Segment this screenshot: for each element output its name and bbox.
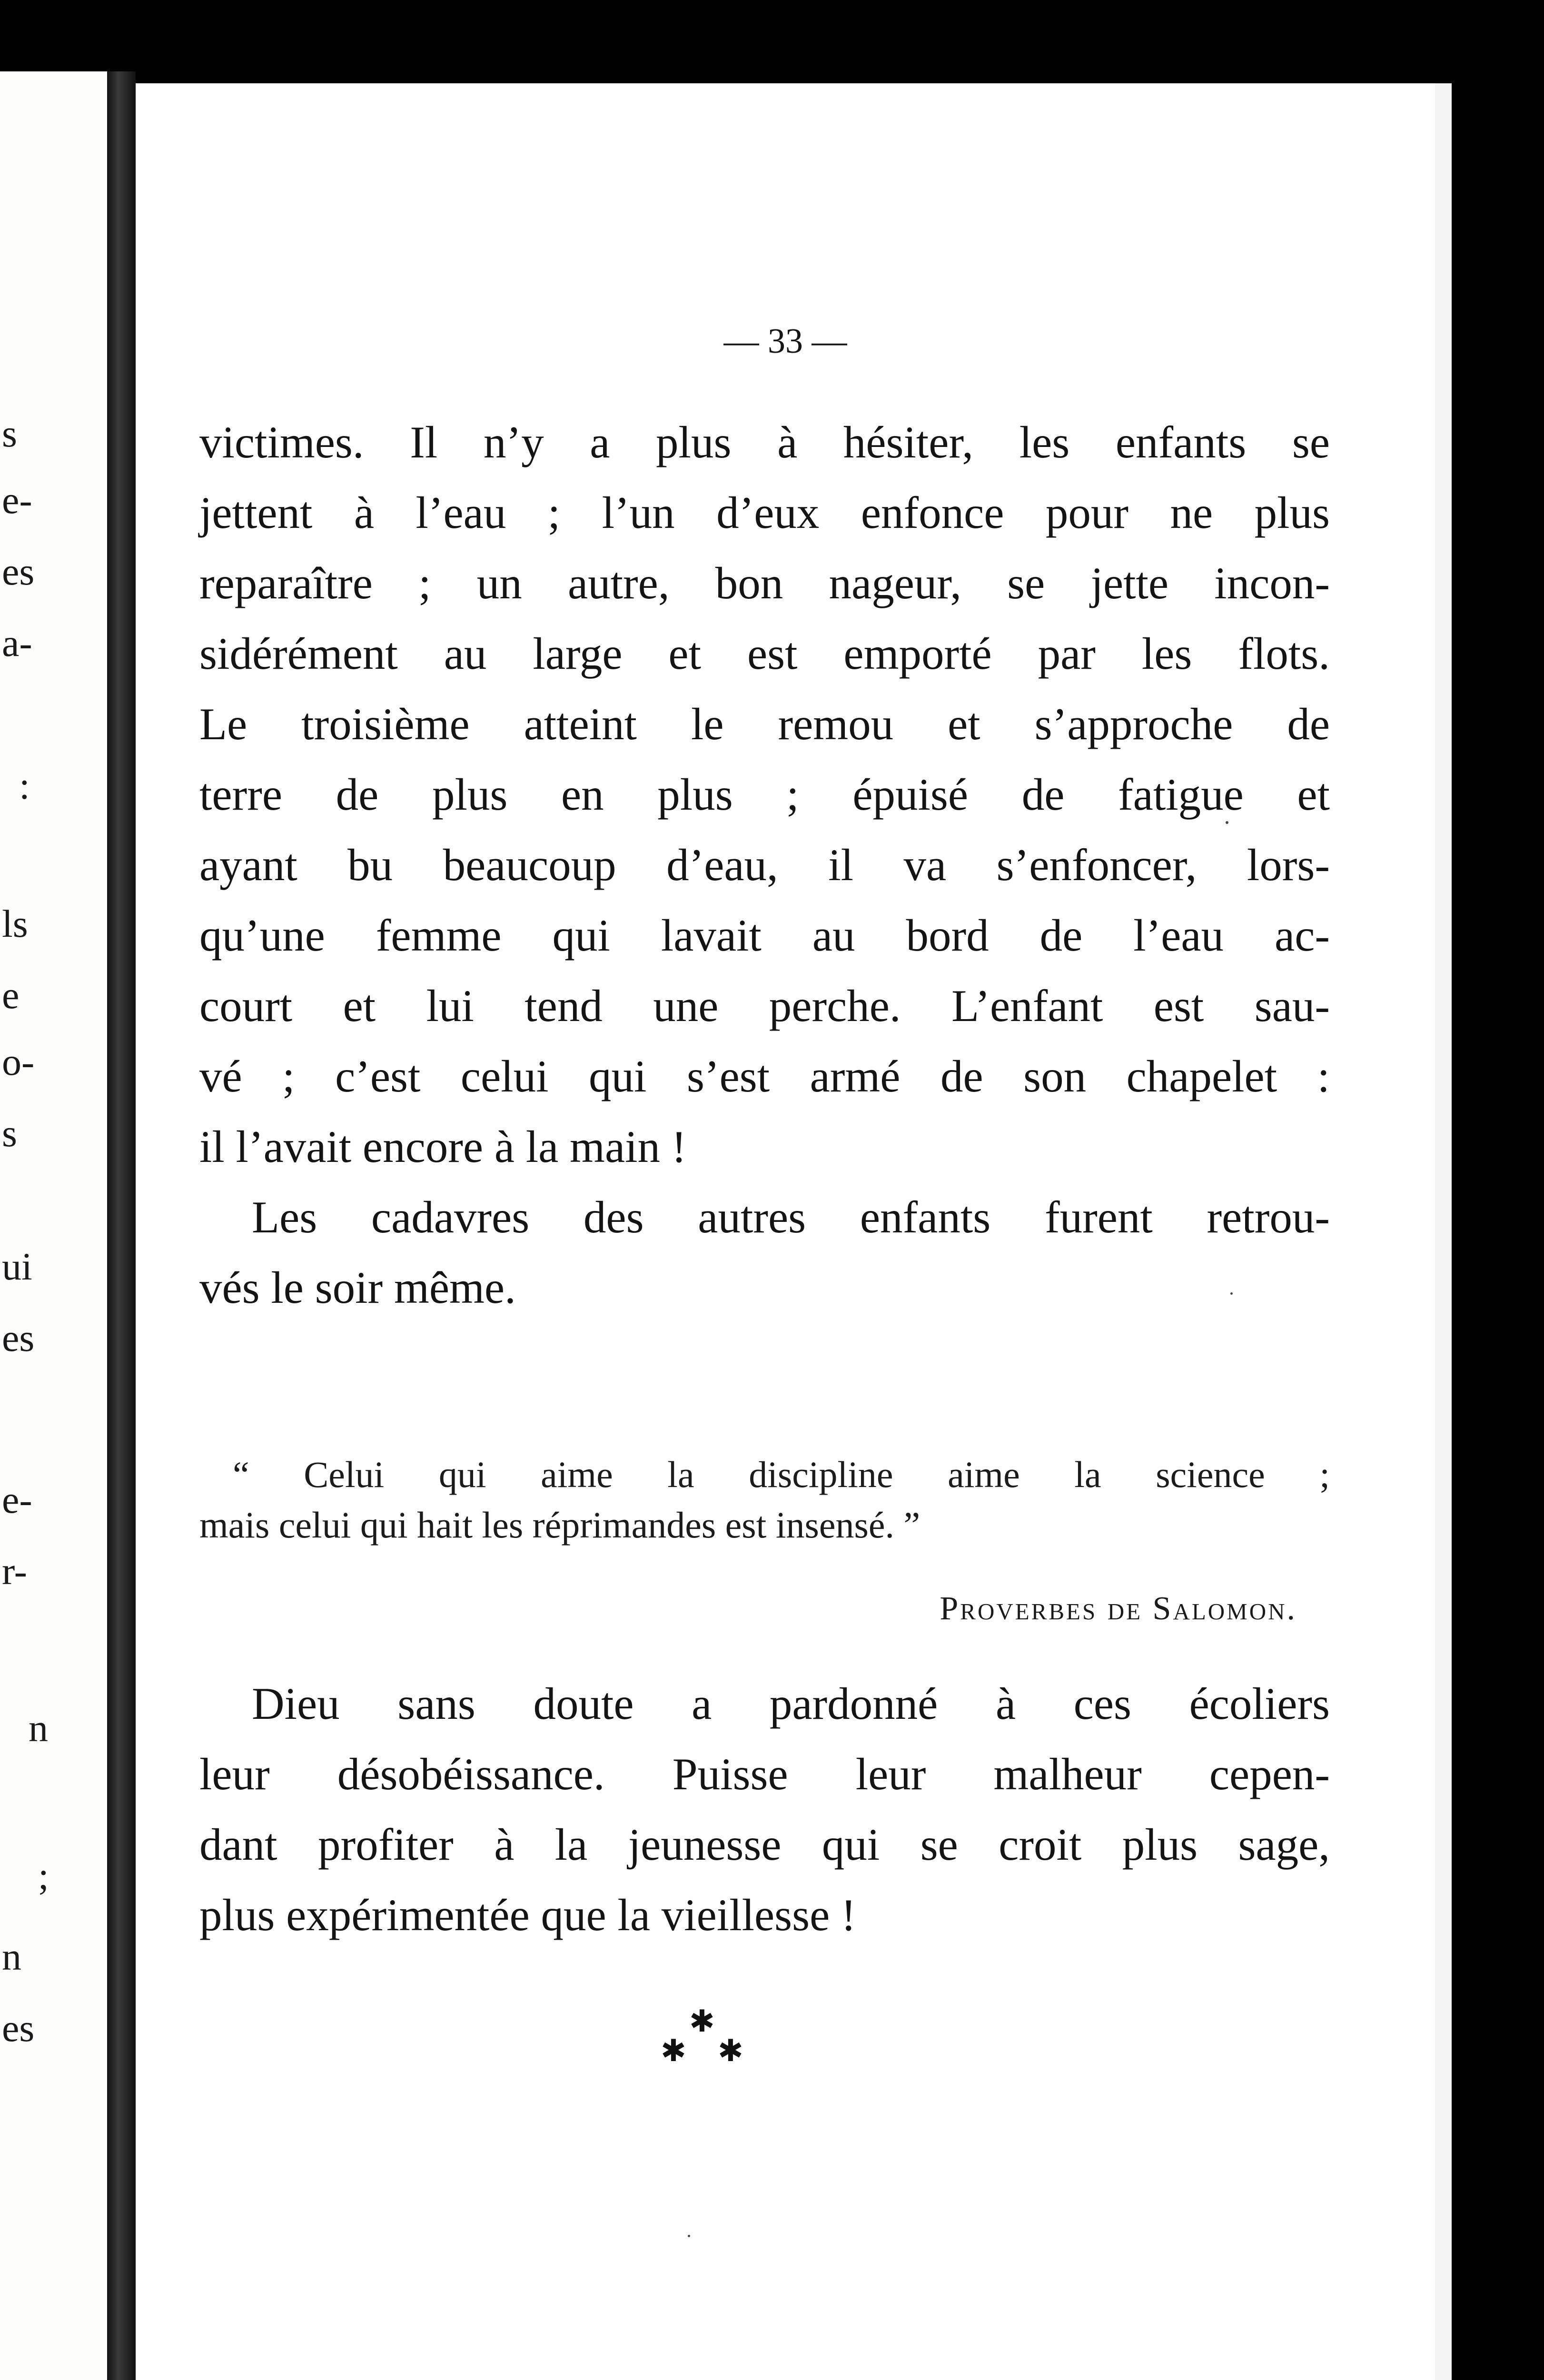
left-fragment: es <box>2 2006 35 2050</box>
left-fragment: s <box>2 1111 17 1155</box>
book-gutter <box>107 71 136 2380</box>
text-line: jettent à l’eau ; l’un d’eux enfonce pour ne plus <box>199 487 1330 538</box>
left-fragment: ; <box>38 1854 49 1897</box>
text-line: vé ; c’est celui qui s’est armé de son chapelet : <box>199 1051 1330 1101</box>
page-edge <box>1435 83 1452 2380</box>
text-line: victimes. Il n’y a plus à hésiter, les enfants se <box>199 417 1330 467</box>
text-line: ayant bu beaucoup d’eau, il va s’enfoncer, lors- <box>199 840 1330 890</box>
text-line: Le troisième atteint le remou et s’approche de <box>199 699 1330 749</box>
text-line: plus expérimentée que la vieillesse ! <box>199 1890 856 1940</box>
left-fragment: o- <box>2 1040 35 1083</box>
paragraph <box>199 1182 1330 1323</box>
paragraph <box>199 1668 1330 1950</box>
text-line: court et lui tend une perche. L’enfant est sau- <box>199 981 1330 1031</box>
text-line: Les cadavres des autres enfants furent retrou- <box>252 1192 1330 1242</box>
quote-line: mais celui qui hait les réprimandes est insensé. ” <box>199 1504 920 1546</box>
left-fragment: ui <box>2 1245 32 1288</box>
left-fragment: e <box>2 973 20 1017</box>
left-fragment: es <box>2 550 35 593</box>
text-line: sidérément au large et est emporté par les flots. <box>199 628 1330 679</box>
paragraph <box>199 407 1330 1182</box>
left-fragment: : <box>19 764 30 807</box>
asterism-ornament <box>657 2006 752 2073</box>
scan-speck <box>1230 1292 1233 1295</box>
scan-speck <box>688 2235 690 2237</box>
epigraph-quote <box>199 1449 1330 1550</box>
text-line: qu’une femme qui lavait au bord de l’eau ac- <box>199 910 1330 961</box>
left-fragment: n <box>2 1935 21 1978</box>
quote-source: Proverbes de Salomon. <box>940 1590 1297 1627</box>
asterisk-icon: ✱ <box>689 2004 715 2039</box>
book-page <box>136 83 1435 2380</box>
text-line: Dieu sans doute a pardonné à ces écoliers <box>252 1678 1330 1729</box>
left-fragment: e- <box>2 1478 32 1521</box>
asterisk-icon: ✱ <box>661 2033 686 2069</box>
text-line: leur désobéissance. Puisse leur malheur cepen- <box>199 1749 1330 1799</box>
page-number: — 33 — <box>723 322 847 361</box>
left-fragment: ls <box>2 902 28 945</box>
main-text <box>199 407 1330 1323</box>
adjacent-page-fragment <box>0 71 107 2380</box>
closing-text <box>199 1668 1330 1950</box>
text-line: dant profiter à la jeunesse qui se croit plus sage, <box>199 1819 1330 1870</box>
text-line: reparaître ; un autre, bon nageur, se jette incon- <box>199 558 1330 608</box>
left-fragment: r- <box>2 1549 27 1593</box>
left-fragment: n <box>29 1706 48 1750</box>
left-fragment: e- <box>2 478 32 522</box>
left-fragment: s <box>2 412 17 455</box>
left-fragment: a- <box>2 621 32 664</box>
quote-line: “ Celui qui aime la discipline aime la science ; <box>233 1454 1330 1495</box>
asterisk-icon: ✱ <box>718 2033 743 2069</box>
scan-speck <box>1226 821 1228 824</box>
text-line: terre de plus en plus ; épuisé de fatigue et <box>199 769 1330 820</box>
left-fragment: es <box>2 1316 35 1359</box>
text-line: vés le soir même. <box>199 1262 516 1313</box>
text-line: il l’avait encore à la main ! <box>199 1121 687 1172</box>
